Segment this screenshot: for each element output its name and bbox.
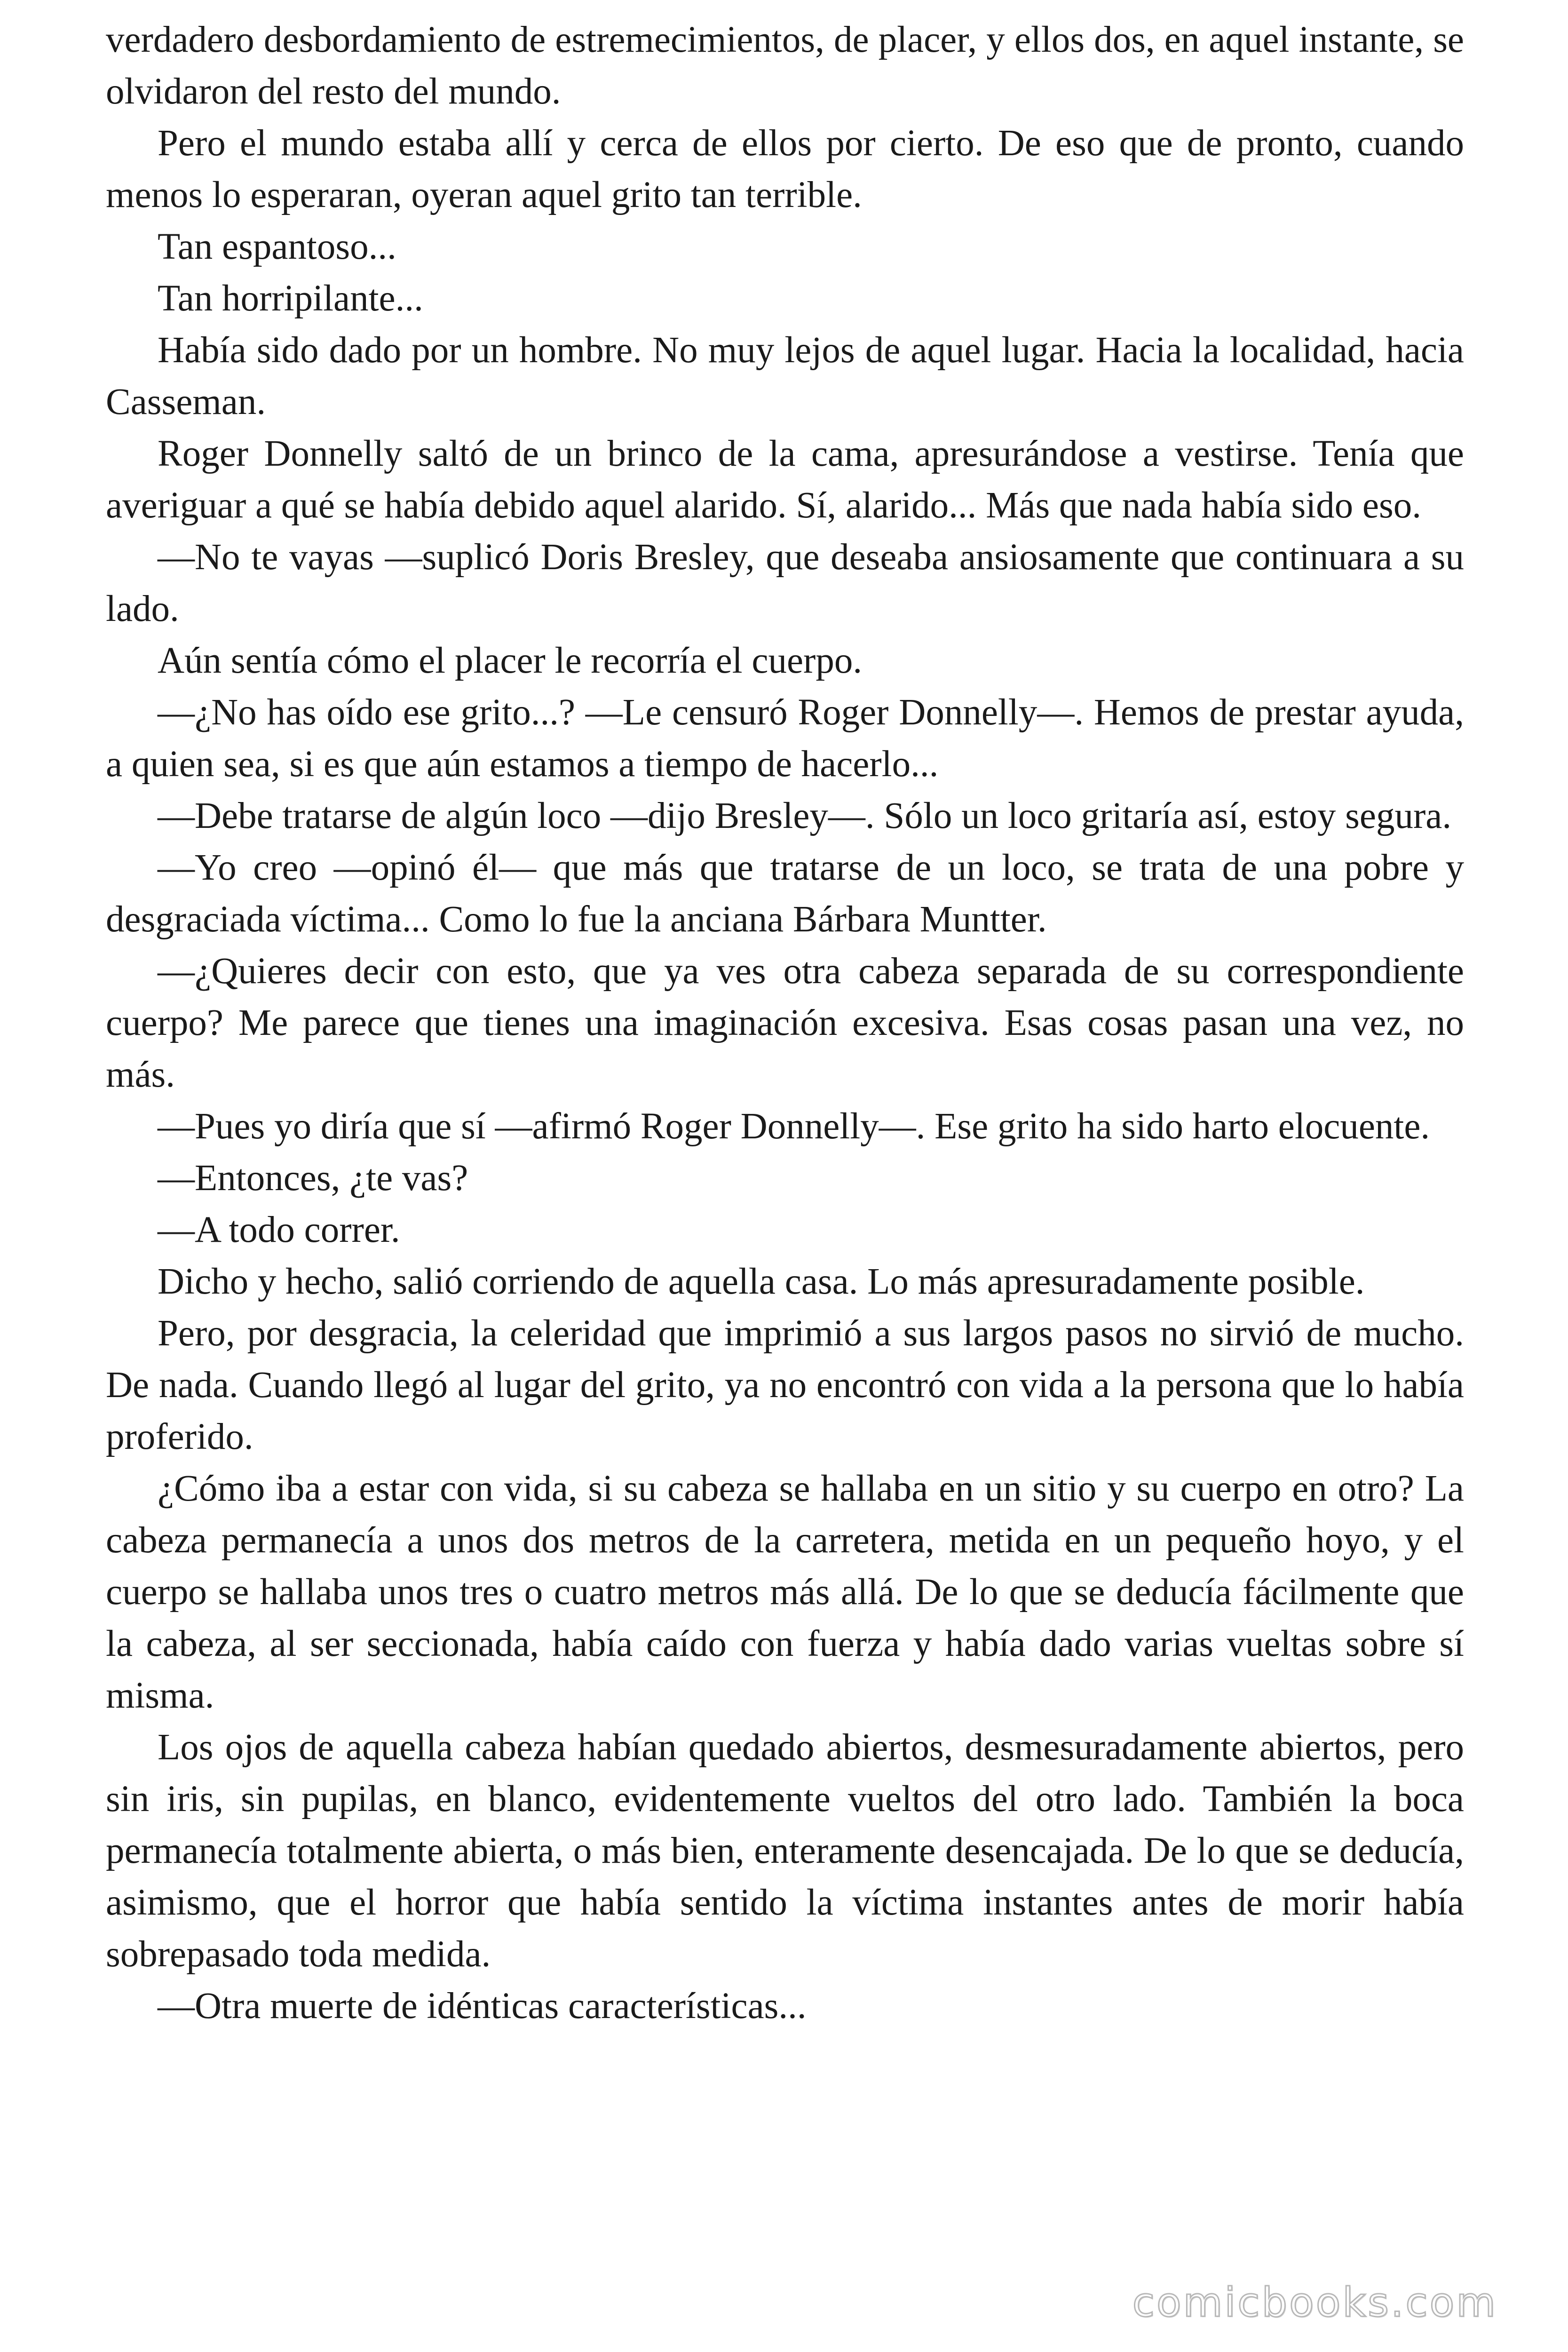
dialogue-paragraph: —¿No has oído ese grito...? —Le censuró Roger Donnelly—. Hemos de prestar ayuda, a quien sea, si es que aún estamos a tiempo de hacerlo... (106, 692, 1464, 785)
dialogue-paragraph: —Pues yo diría que sí —afirmó Roger Donnelly—. Ese grito ha sido harto elocuente. (158, 1106, 1430, 1147)
dialogue-paragraph: —Otra muerte de idénticas características... (158, 1986, 807, 2026)
paragraph: Roger Donnelly saltó de un brinco de la cama, apresurándose a vestirse. Tenía que averiguar a qué se había debido aquel alarido. Sí, alarido... Más que nada había sido eso. (106, 433, 1464, 526)
watermark-text: comicbooks.com (1132, 2279, 1497, 2326)
dialogue-paragraph: —No te vayas —suplicó Doris Bresley, que deseaba ansiosamente que continuara a su lado. (106, 537, 1464, 629)
paragraph: Tan horripilante... (158, 278, 423, 319)
dialogue-paragraph: —Entonces, ¿te vas? (158, 1158, 468, 1199)
dialogue-paragraph: —¿Quieres decir con esto, que ya ves otra cabeza separada de su correspondiente cuerpo? Me parece que tienes una imaginación excesiva. Esas cosas pasan una vez, no más. (106, 951, 1464, 1095)
dialogue-paragraph: —Yo creo —opinó él— que más que tratarse de un loco, se trata de una pobre y desgraciada víctima... Como lo fue la anciana Bárbara Muntter. (106, 847, 1464, 940)
paragraph: Tan espantoso... (158, 226, 396, 267)
paragraph: Aún sentía cómo el placer le recorría el cuerpo. (158, 640, 863, 681)
paragraph: Había sido dado por un hombre. No muy lejos de aquel lugar. Hacia la localidad, hacia Casseman. (106, 330, 1464, 422)
paragraph: Los ojos de aquella cabeza habían quedado abiertos, desmesuradamente abiertos, pero sin iris, sin pupilas, en blanco, evidentemente vueltos del otro lado. También la boca permanecía totalmente abierta, o más bien, enteramente desencajada. De lo que se deducía, asimismo, que el horror que había sentido la víctima instantes antes de morir había sobrepasado toda medida. (106, 1727, 1464, 1975)
dialogue-paragraph: —A todo correr. (158, 1209, 400, 1250)
paragraph: Dicho y hecho, salió corriendo de aquella casa. Lo más apresuradamente posible. (158, 1261, 1365, 1302)
book-page-text (106, 14, 1464, 2032)
dialogue-paragraph: —Debe tratarse de algún loco —dijo Bresley—. Sólo un loco gritaría así, estoy segura. (158, 795, 1452, 836)
paragraph: Pero, por desgracia, la celeridad que imprimió a sus largos pasos no sirvió de mucho. De nada. Cuando llegó al lugar del grito, ya no encontró con vida a la persona que lo había proferido. (106, 1313, 1464, 1457)
paragraph-continued: verdadero desbordamiento de estremecimientos, de placer, y ellos dos, en aquel instante, se olvidaron del resto del mundo. (106, 19, 1464, 112)
paragraph: Pero el mundo estaba allí y cerca de ellos por cierto. De eso que de pronto, cuando menos lo esperaran, oyeran aquel grito tan terrible. (106, 123, 1464, 215)
paragraph: ¿Cómo iba a estar con vida, si su cabeza se hallaba en un sitio y su cuerpo en otro? La cabeza permanecía a unos dos metros de la carretera, metida en un pequeño hoyo, y el cuerpo se hallaba unos tres o cuatro metros más allá. De lo que se deducía fácilmente que la cabeza, al ser seccionada, había caído con fuerza y había dado varias vueltas sobre sí misma. (106, 1468, 1464, 1716)
